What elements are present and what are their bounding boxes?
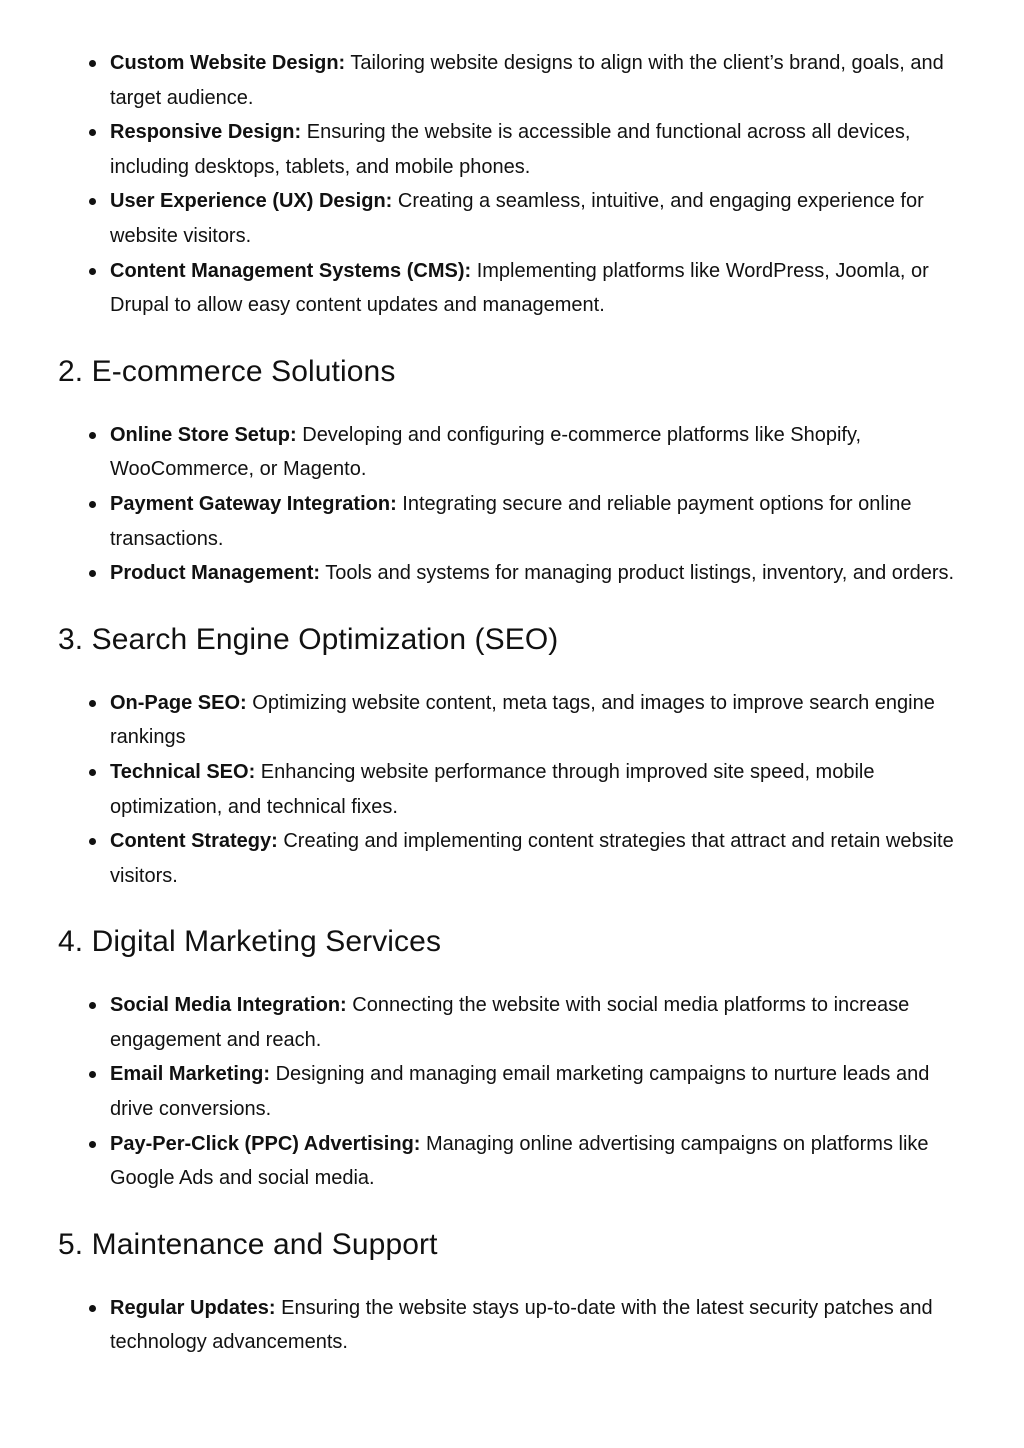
item-term: Regular Updates:	[110, 1296, 276, 1319]
list-item	[110, 254, 964, 323]
item-description: Ensuring the website is accessible and functional across all devices, including desktops, tablets, and mobile phones.	[110, 121, 911, 178]
list-item	[110, 1127, 964, 1196]
list-item	[110, 115, 964, 184]
item-term: Content Management Systems (CMS):	[110, 259, 472, 282]
list-item	[110, 755, 964, 824]
item-description: Developing and configuring e-commerce platforms like Shopify, WooCommerce, or Magento.	[110, 423, 862, 481]
item-description: Creating and implementing content strategies that attract and retain website visitors.	[110, 830, 954, 887]
list-item	[110, 487, 964, 556]
item-description: Ensuring the website stays up-to-date with the latest security patches and technology advancements.	[110, 1296, 933, 1354]
item-term: Custom Website Design:	[110, 52, 346, 74]
item-term: On-Page SEO:	[110, 691, 247, 714]
section-heading-digital-marketing: 4. Digital Marketing Services	[58, 925, 442, 959]
item-description: Implementing platforms like WordPress, Joomla, or Drupal to allow easy content updates and management.	[110, 259, 929, 317]
item-description: Creating a seamless, intuitive, and engaging experience for website visitors.	[110, 190, 924, 247]
section-heading-ecommerce: 2. E-commerce Solutions	[58, 354, 396, 388]
item-term: User Experience (UX) Design:	[110, 190, 393, 213]
item-description: Integrating secure and reliable payment options for online transactions.	[110, 492, 912, 550]
item-description: Tailoring website designs to align with the client’s brand, goals, and target audience.	[110, 52, 944, 109]
digital-marketing-list	[58, 988, 964, 1196]
item-term: Responsive Design:	[110, 121, 302, 144]
list-item	[110, 46, 964, 115]
item-description: Enhancing website performance through improved site speed, mobile optimization, and technical fixes.	[110, 760, 875, 818]
ecommerce-list	[58, 418, 964, 591]
list-item	[110, 824, 964, 893]
item-description: Connecting the website with social media platforms to increase engagement and reach.	[110, 994, 910, 1051]
item-term: Social Media Integration:	[110, 994, 347, 1017]
maintenance-list	[58, 1291, 964, 1360]
item-term: Content Strategy:	[110, 830, 278, 853]
web-design-list	[58, 46, 964, 323]
section-heading-maintenance: 5. Maintenance and Support	[58, 1227, 438, 1261]
list-item	[110, 1057, 964, 1126]
item-term: Payment Gateway Integration:	[110, 492, 397, 515]
item-description: Tools and systems for managing product listings, inventory, and orders.	[320, 562, 955, 585]
list-item	[110, 988, 964, 1057]
item-term: Product Management:	[110, 562, 321, 585]
item-description: Designing and managing email marketing campaigns to nurture leads and drive conversions.	[110, 1063, 930, 1121]
item-term: Online Store Setup:	[110, 423, 297, 446]
list-item	[110, 1291, 964, 1360]
list-item	[110, 184, 964, 253]
item-term: Technical SEO:	[110, 760, 256, 783]
seo-list	[58, 686, 964, 894]
section-heading-seo: 3. Search Engine Optimization (SEO)	[58, 622, 559, 656]
list-item	[110, 556, 964, 591]
list-item	[110, 686, 964, 755]
item-description: Managing online advertising campaigns on platforms like Google Ads and social media.	[110, 1132, 929, 1190]
list-item	[110, 418, 964, 487]
item-term: Email Marketing:	[110, 1063, 271, 1086]
item-description: Optimizing website content, meta tags, and images to improve search engine rankings	[110, 691, 935, 749]
item-term: Pay-Per-Click (PPC) Advertising:	[110, 1132, 421, 1155]
